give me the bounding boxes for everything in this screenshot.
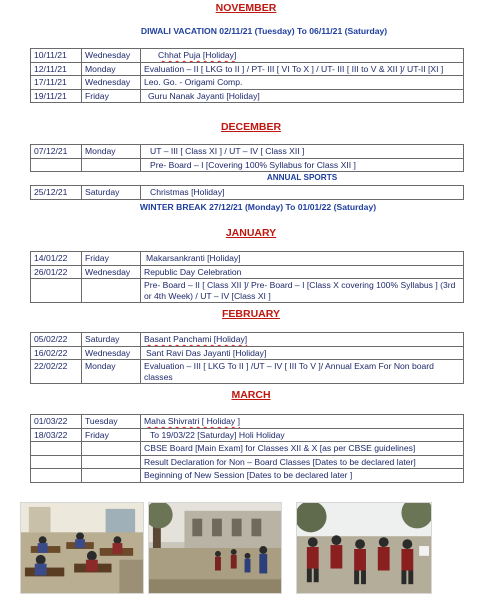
event-cell: CBSE Board [Main Exam] for Classes XII & X [as per CBSE guidelines] (141, 442, 464, 456)
student-assembly-photo (296, 502, 432, 594)
school-campus-photo-icon (149, 503, 281, 593)
day-cell: Saturday (82, 186, 141, 200)
month-title-november: NOVEMBER (215, 2, 277, 14)
table-row (31, 442, 464, 456)
exam-hall-photo (20, 502, 144, 594)
date-cell (31, 279, 82, 303)
table-row (31, 265, 464, 279)
date-cell (31, 158, 82, 172)
event-cell: To 19/03/22 [Saturday] Holi Holiday (141, 428, 464, 442)
event-cell: Maha Shivratri [ Holiday ] (141, 415, 464, 429)
winter-break-note: WINTER BREAK 27/12/21 (Monday) To 01/01/22 (Saturday) (139, 202, 377, 212)
event-cell: Evaluation – III [ LKG To II ] /UT – IV [ III To V ]/ Annual Exam For Non board classes (141, 360, 464, 384)
day-cell: Wednesday (82, 76, 141, 90)
december-table (30, 144, 464, 172)
date-cell: 12/11/21 (31, 62, 82, 76)
date-cell: 16/02/22 (31, 346, 82, 360)
date-cell: 05/02/22 (31, 333, 82, 347)
date-cell: 18/03/22 (31, 428, 82, 442)
table-row (31, 415, 464, 429)
day-cell: Tuesday (82, 415, 141, 429)
table-row (31, 49, 464, 63)
event-cell: Beginning of New Session [Dates to be declared later ] (141, 469, 464, 483)
day-cell (82, 158, 141, 172)
table-row (31, 279, 464, 303)
month-title-february: FEBRUARY (222, 308, 280, 320)
day-cell: Monday (82, 360, 141, 384)
event-cell: Pre- Board – II [ Class XII ]/ Pre- Board – I [Class X covering 100% Syllabus ] (3rd or 4th Week) / UT – IV [Class XI ] (141, 279, 464, 303)
february-table (30, 332, 464, 384)
table-row (31, 469, 464, 483)
date-cell: 14/01/22 (31, 252, 82, 266)
school-campus-photo (148, 502, 282, 594)
event-cell: Republic Day Celebration (141, 265, 464, 279)
day-cell: Wednesday (82, 346, 141, 360)
day-cell (82, 455, 141, 469)
event-cell: UT – III [ Class XI ] / UT – IV [ Class XII ] (141, 145, 464, 159)
event-cell: Evaluation – II [ LKG to II ] / PT- III [ VI To X ] / UT- III [ III to V & XII ]/ UT-II [XI ] (141, 62, 464, 76)
event-cell: Pre- Board – I [Covering 100% Syllabus for Class XII ] (141, 158, 464, 172)
table-row (31, 428, 464, 442)
november-table (30, 48, 464, 103)
date-cell: 10/11/21 (31, 49, 82, 63)
day-cell (82, 442, 141, 456)
table-row (31, 252, 464, 266)
exam-hall-photo-icon (21, 503, 143, 593)
december-table-christmas (30, 185, 464, 200)
table-row (31, 89, 464, 103)
date-cell (31, 455, 82, 469)
day-cell (82, 469, 141, 483)
table-row (31, 62, 464, 76)
day-cell: Monday (82, 145, 141, 159)
date-cell: 01/03/22 (31, 415, 82, 429)
date-cell: 22/02/22 (31, 360, 82, 384)
event-cell: Christmas [Holiday] (141, 186, 464, 200)
event-cell: Sant Ravi Das Jayanti [Holiday] (141, 346, 464, 360)
event-cell: Leo. Go. - Origami Comp. (141, 76, 464, 90)
event-cell: Makarsankranti [Holiday] (141, 252, 464, 266)
table-row (31, 158, 464, 172)
month-title-january: JANUARY (225, 227, 277, 239)
student-assembly-photo-icon (297, 503, 431, 593)
table-row (31, 186, 464, 200)
month-title-december: DECEMBER (220, 121, 282, 133)
date-cell: 07/12/21 (31, 145, 82, 159)
day-cell: Friday (82, 89, 141, 103)
day-cell: Monday (82, 62, 141, 76)
table-row (31, 360, 464, 384)
table-row (31, 145, 464, 159)
date-cell (31, 442, 82, 456)
date-cell: 25/12/21 (31, 186, 82, 200)
day-cell (82, 279, 141, 303)
event-cell: Result Declaration for Non – Board Classes [Dates to be declared later] (141, 455, 464, 469)
date-cell: 26/01/22 (31, 265, 82, 279)
day-cell: Wednesday (82, 49, 141, 63)
annual-sports-note: ANNUAL SPORTS (266, 173, 338, 182)
event-cell: Guru Nanak Jayanti [Holiday] (141, 89, 464, 103)
table-row (31, 455, 464, 469)
day-cell: Wednesday (82, 265, 141, 279)
table-row (31, 333, 464, 347)
date-cell: 17/11/21 (31, 76, 82, 90)
event-cell: Basant Panchami [Holiday] (141, 333, 464, 347)
diwali-vacation-note: DIWALI VACATION 02/11/21 (Tuesday) To 06/11/21 (Saturday) (140, 26, 388, 36)
table-row (31, 346, 464, 360)
table-row (31, 76, 464, 90)
month-title-march: MARCH (231, 389, 271, 401)
day-cell: Friday (82, 428, 141, 442)
day-cell: Friday (82, 252, 141, 266)
day-cell: Saturday (82, 333, 141, 347)
date-cell (31, 469, 82, 483)
january-table (30, 251, 464, 303)
date-cell: 19/11/21 (31, 89, 82, 103)
event-cell: Chhat Puja [Holiday] (141, 49, 464, 63)
march-table (30, 414, 464, 483)
